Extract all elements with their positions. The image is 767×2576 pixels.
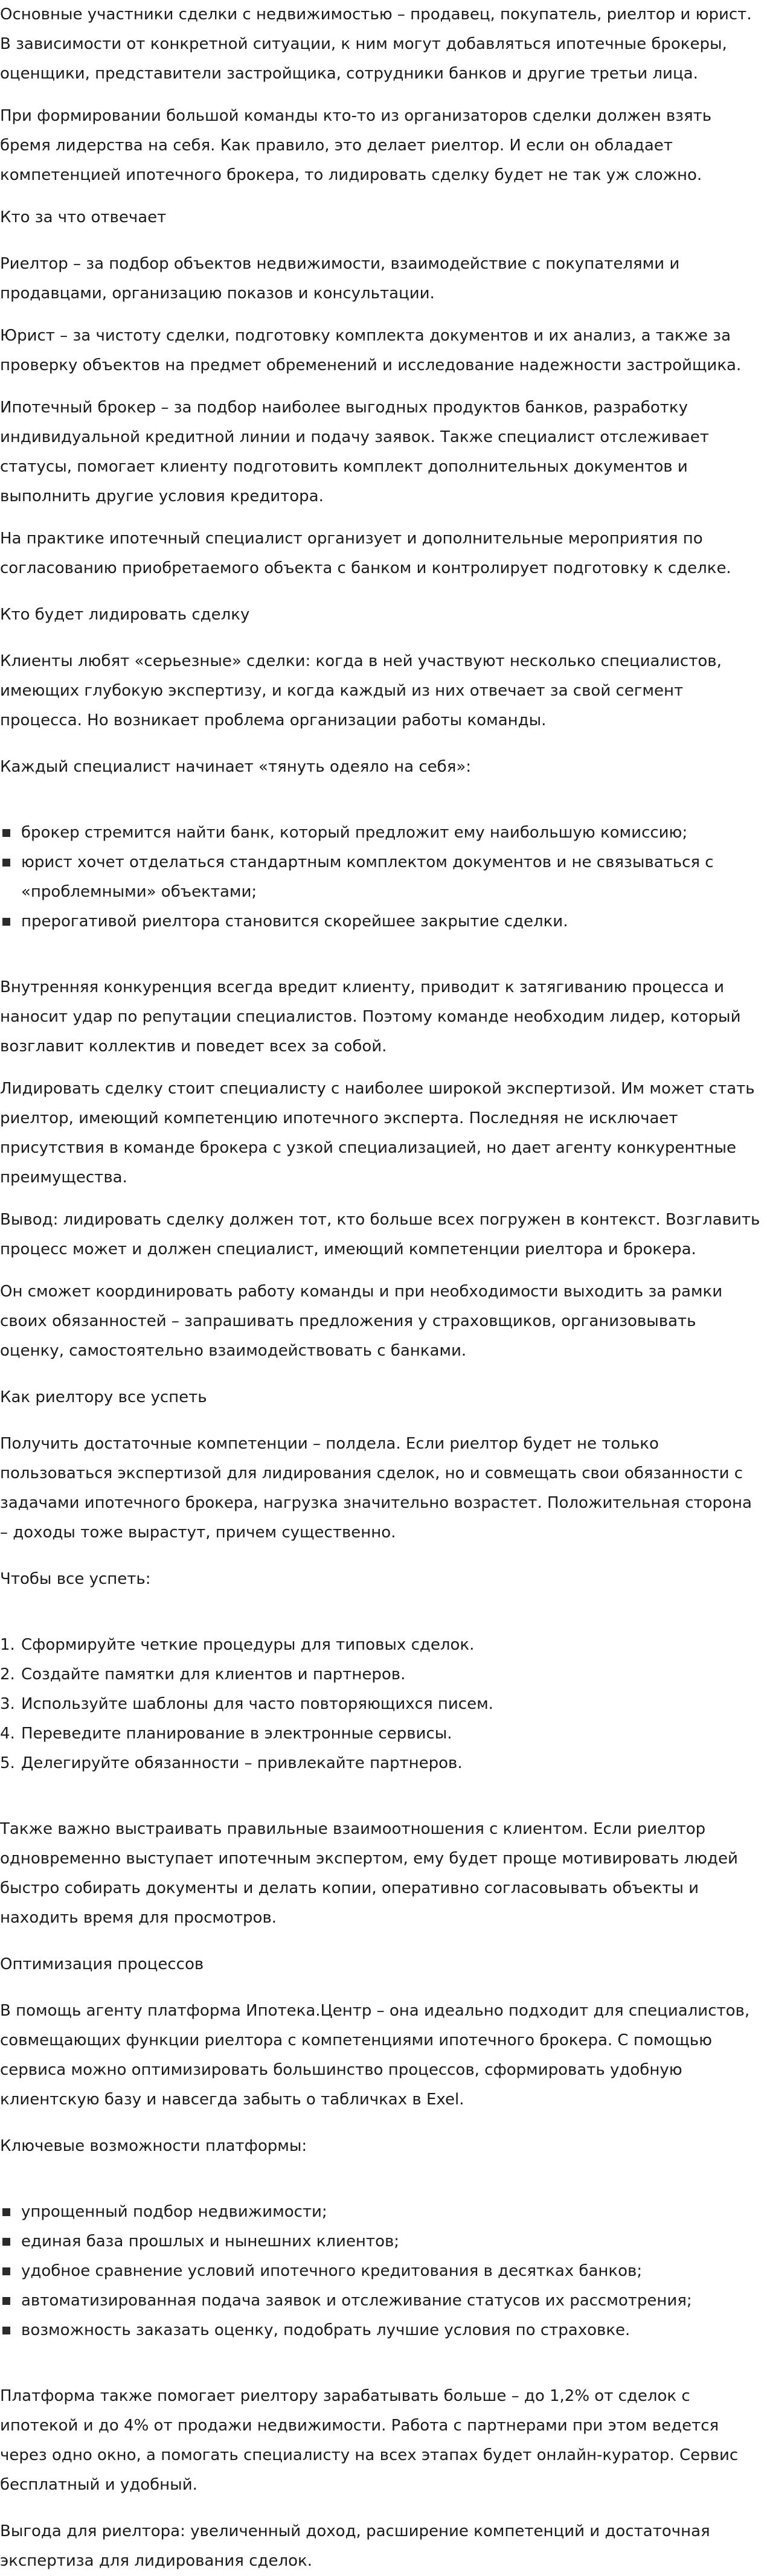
list-item — [0, 1749, 765, 1778]
paragraph-lawyer-role: Юрист – за чистоту сделки, подготовку комплекта документов и их анализ, а также за проверку объектов на предмет обременений и исследование надежности застройщика. — [0, 327, 742, 374]
list-item — [0, 1719, 765, 1749]
list-item — [21, 2227, 765, 2257]
square-bullet-icon — [2, 2208, 10, 2216]
paragraph-serious-deals: Клиенты любят «серьезные» сделки: когда в ней участвуют несколько специалистов, имеющих глубокую экспертизу, и когда каждый из них отвечает за свой сегмент процесса. Но возникает проблема организации работы команды. — [0, 652, 722, 729]
list-item — [21, 2257, 765, 2286]
list-item-text: Переведите планирование в электронные сервисы. — [21, 1725, 452, 1743]
paragraph-competition: Внутренняя конкуренция всегда вредит клиенту, приводит к затягиванию процесса и наносит удар по репутации специалистов. Поэтому команде необходим лидер, который возглавит коллектив и поведет всех за собой. — [0, 978, 741, 1056]
list-item-text: юрист хочет отделаться стандартным комплектом документов и не связываться с «проблемными» объектами; — [21, 853, 714, 901]
heading-who-leads: Кто будет лидировать сделку — [0, 606, 250, 624]
paragraph-realtor-role: Риелтор – за подбор объектов недвижимости, взаимодействие с покупателями и продавцами, организацию показов и консультации. — [0, 255, 680, 303]
list-item — [21, 818, 765, 848]
paragraph-platform: В помощь агенту платформа Ипотека.Центр – она идеально подходит для специалистов, совмещающих функции риелтора с компетенциями ипотечного брокера. С помощью сервиса можно оптимизировать большинство процессов, сформировать удобную клиентскую базу и навсегда забыть о табличках в Exel. — [0, 2002, 750, 2109]
square-bullet-icon — [2, 2327, 10, 2334]
square-bullet-icon — [2, 859, 10, 867]
paragraph-practice: На практике ипотечный специалист организует и дополнительные мероприятия по согласованию приобретаемого объекта с банком и контролирует подготовку к сделке. — [0, 530, 731, 577]
list-item-text: брокер стремится найти банк, который предложит ему наибольшую комиссию; — [21, 824, 688, 842]
list-number: 5. — [0, 1754, 15, 1772]
paragraph-broker-role: Ипотечный брокер – за подбор наиболее выгодных продуктов банков, разработку индивидуальной кредитной линии и подачу заявок. Также специалист отслеживает статусы, помогает клиенту подготовить комплект дополнительных документов и выполнить другие условия кредитора. — [0, 399, 709, 505]
square-bullet-icon — [2, 2267, 10, 2275]
paragraph-to-do: Чтобы все успеть: — [0, 1570, 151, 1588]
list-item-text: Делегируйте обязанности – привлекайте партнеров. — [21, 1754, 463, 1772]
list-item — [21, 907, 765, 937]
heading-how-to-manage: Как риелтору все успеть — [0, 1388, 207, 1406]
paragraph-coordination: Он сможет координировать работу команды и при необходимости выходить за рамки своих обязанностей – запрашивать предложения у страховщиков, организовывать оценку, самостоятельно взаимодействовать с банками. — [0, 1283, 723, 1360]
heading-responsibilities: Кто за что отвечает — [0, 208, 167, 226]
list-item-text: Используйте шаблоны для часто повторяющихся писем. — [21, 1695, 493, 1713]
list-number: 2. — [0, 1665, 15, 1684]
list-number: 3. — [0, 1695, 15, 1713]
list-item-text: прерогативой риелтора становится скорейшее закрытие сделки. — [21, 912, 568, 931]
list-item-text: единая база прошлых и нынешних клиентов; — [21, 2232, 400, 2251]
square-bullet-icon — [2, 2297, 10, 2305]
square-bullet-icon — [2, 918, 10, 926]
list-item — [0, 1690, 765, 1719]
paragraph-conclusion: Вывод: лидировать сделку должен тот, кто больше всех погружен в контекст. Возглавить процесс может и должен специалист, имеющий компетенции риелтора и брокера. — [0, 1211, 760, 1258]
square-bullet-icon — [2, 2238, 10, 2246]
list-item-text: Сформируйте четкие процедуры для типовых сделок. — [21, 1636, 475, 1654]
heading-optimization: Оптимизация процессов — [0, 1955, 204, 1973]
list-item — [21, 2286, 765, 2316]
square-bullet-icon — [2, 829, 10, 837]
paragraph-participants: Основные участники сделки с недвижимостью – продавец, покупатель, риелтор и юрист. В зависимости от конкретной ситуации, к ним могут добавляться ипотечные брокеры, оценщики, представители застройщика, сотрудники банков и другие третьи лица. — [0, 5, 752, 83]
list-item-text: упрощенный подбор недвижимости; — [21, 2203, 327, 2221]
bullet-list-conflicts — [0, 818, 765, 937]
paragraph-client-relations: Также важно выстраивать правильные взаимоотношения с клиентом. Если риелтор одновременно выступает ипотечным экспертом, ему будет проще мотивировать людей быстро собирать документы и делать копии, оперативно согласовывать объекты и находить время для просмотров. — [0, 1820, 738, 1927]
list-item-text: автоматизированная подача заявок и отслеживание статусов их рассмотрения; — [21, 2292, 692, 2310]
paragraph-leadership: При формировании большой команды кто-то из организаторов сделки должен взять бремя лидерства на себя. Как правило, это делает риелтор. И если он обладает компетенцией ипотечного брокера, то лидировать сделку будет не так уж сложно. — [0, 107, 712, 184]
paragraph-widest-expertise: Лидировать сделку стоит специалисту с наиболее широкой экспертизой. Им может стать риелтор, имеющий компетенцию ипотечного эксперта. Последняя не исключает присутствия в команде брокера с узкой специализацией, но дает агенту конкурентные преимущества. — [0, 1080, 755, 1187]
list-item — [21, 2197, 765, 2227]
list-item-text: удобное сравнение условий ипотечного кредитования в десятках банков; — [21, 2262, 643, 2280]
bullet-list-features — [0, 2197, 765, 2345]
list-number: 1. — [0, 1636, 15, 1654]
list-item — [21, 2316, 765, 2345]
list-item — [0, 1630, 765, 1660]
list-item — [0, 1660, 765, 1690]
list-item-text: Создайте памятки для клиентов и партнеров. — [21, 1665, 406, 1684]
paragraph-benefit: Выгода для риелтора: увеличенный доход, расширение компетенций и достаточная экспертиза для лидирования сделок. — [0, 2522, 710, 2570]
list-number: 4. — [0, 1725, 15, 1743]
paragraph-pulling-blanket: Каждый специалист начинает «тянуть одеяло на себя»: — [0, 758, 471, 776]
paragraph-key-features: Ключевые возможности платформы: — [0, 2137, 307, 2155]
paragraph-competencies: Получить достаточные компетенции – полдела. Если риелтор будет не только пользоваться экспертизой для лидирования сделок, но и совмещать свои обязанности с задачами ипотечного брокера, нагрузка значительно возрастет. Положительная сторона – доходы тоже вырастут, причем существенно. — [0, 1435, 752, 1542]
list-item — [21, 848, 765, 907]
list-item-text: возможность заказать оценку, подобрать лучшие условия по страховке. — [21, 2321, 631, 2339]
paragraph-earnings: Платформа также помогает риелтору зарабатывать больше – до 1,2% от сделок с ипотекой и до 4% от продажи недвижимости. Работа с партнерами при этом ведется через одно окно, а помогать специалисту на всех этапах будет онлайн-куратор. Сервис бесплатный и удобный. — [0, 2387, 739, 2494]
numbered-list-tips — [0, 1630, 765, 1778]
